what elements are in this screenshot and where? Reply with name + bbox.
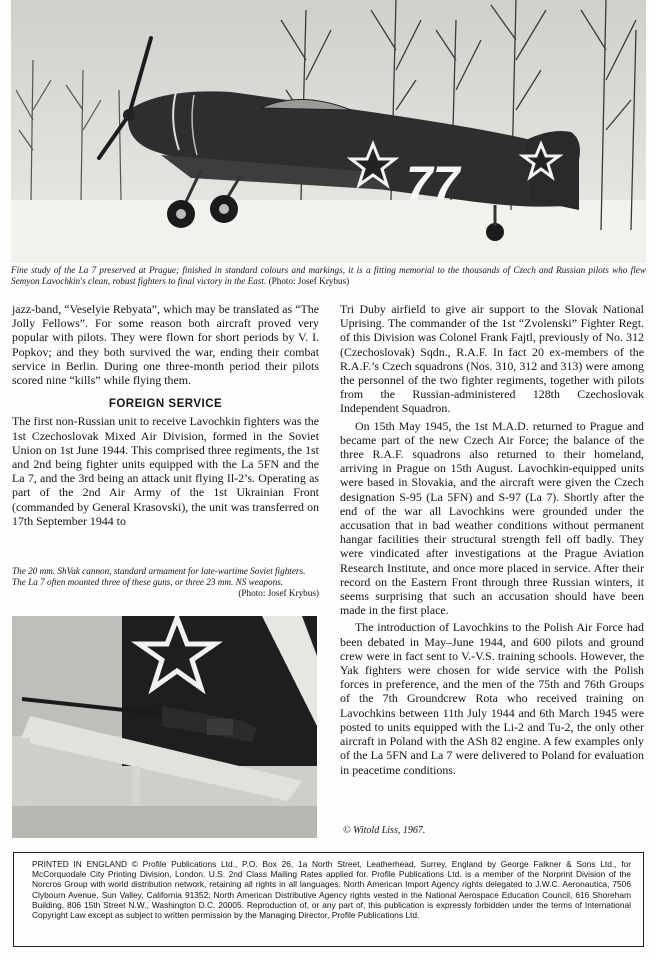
cannon-caption-text: The 20 mm. ShVak cannon, standard armament for late-wartime Soviet fighters. The La 7 often mounted three of these guns, or three 23 mm. NS weapons. — [12, 566, 306, 588]
right-column — [340, 302, 644, 777]
left-column — [12, 302, 319, 528]
cannon-caption-credit: (Photo: Josef Krybus) — [238, 588, 319, 599]
cannon-caption — [12, 566, 319, 600]
aircraft-photo-illustration — [11, 0, 646, 263]
fuselage-number: 77 — [406, 158, 460, 211]
top-caption-credit: (Photo: Josef Krybus) — [268, 276, 350, 287]
left-paragraph-2: The first non-Russian unit to receive Lavochkin fighters was the 1st Czechoslovak Mixed Air Division, formed in the Soviet Union on 1st June 1944. This comprised three regiments, the 1st and 2nd being fighter units equipped with the La 5FN and the La 7, and the 3rd being an attack unit flying Il-2’s. Operating as part of the 2nd Air Army of the 1st Ukrainian Front (commanded by General Krasovski), the unit was transferred on 17th September 1944 to — [12, 414, 319, 528]
right-paragraph-3: The introduction of Lavochkins to the Polish Air Force had been debated in May–June 1944, and 600 pilots and ground crew were in fact sent to V.-V.S. training schools. However, the Yak fighters were chosen for wide service with the Polish forces in preference, and the men of the 75th and 76th Groups of the 7th Groundcrew Rota who received training on Lavochkins between 11th July 1944 and 6th March 1945 were posted to units equipped with the Li-2 and Tu-2, the only other aircraft in Poland with the ASh 82 engine. A few examples only of the La 5FN and La 7 were delivered to Poland for evaluation in peacetime conditions. — [340, 620, 644, 777]
footer-text: PRINTED IN ENGLAND © Profile Publications Ltd., P.O. Box 26, 1a North Street, Leatherhead, Surrey, England by George Falkner & Sons Ltd., for McCorquodale City Printing Division, London. U.S. 2nd Class Mailing Rates applied for. Profile Publications Ltd. is a member of the Norprint Division of the Norcros Group with world distribution network, retaining all rights in all languages. North American Import Agency rights delegated to J.W.C. Aeronautica, 7506 Clybourn Avenue, Sun Valley, California 91352; North American Distributive Agency rights vested in the National Aerospace Education Council, 616 Shoreham Building, 806 15th Street N.W., Washington D.C. 20005. Reproduction of, or any part of, this publication is expressly forbidden under the terms of International Copyright Law except as subject to written permission by the Managing Director, Profile Publications Ltd. — [32, 859, 631, 921]
author-signature: © Witold Liss, 1967. — [343, 825, 426, 836]
right-paragraph-1: Tri Duby airfield to give air support to the Slovak National Uprising. The commander of the 1st “Zvolenski” Fighter Regt. of this Division was Colonel Frank Fajtl, previously of No. 312 (Czechoslovak) Sqdn., R.A.F. In fact 20 ex-members of the R.A.F.’s Czech squadrons (Nos. 310, 312 and 313) were among the personnel of the two fighter regiments, together with pilots from the Russian-administered 128th Czechoslovak Independent Squadron. — [340, 302, 644, 416]
right-paragraph-2: On 15th May 1945, the 1st M.A.D. returned to Prague and became part of the new Czech Air Force; the balance of the three R.A.F. squadrons also returned to their homeland, arriving in Prague on 15th August. Lavochkin-equipped units were based in Slovakia, and the aircraft were given the Czech designation S-95 (La 5FN) and S-97 (La 7). Shortly after the end of the war all Lavochkins were grounded under the accusation that in bad weather conditions without permanent hangar facilities their structural strength fell off badly. They were vindicated after investigations at the Prague Aviation Research Institute, and once more placed in service. After their record on the Eastern Front through three Russian winters, it seems surprising that such an accusation should have been made in the first place. — [340, 418, 644, 618]
publisher-footer — [13, 852, 644, 947]
section-heading: FOREIGN SERVICE — [108, 398, 223, 411]
left-paragraph-1: jazz-band, “Veselyie Rebyata”, which may be translated as “The Jolly Fellows”. For some reason both aircraft proved very popular with pilots. They were flown for short periods by V. I. Popkov; and they both survived the war, ending their combat service in Berlin. During one three-month period their pilots scored nine “kills” while flying them. — [12, 302, 319, 388]
cannon-photo — [12, 616, 317, 838]
top-photo-caption — [11, 265, 646, 288]
top-caption-text: Fine study of the La 7 preserved at Prague; finished in standard colours and markings, it is a fitting memorial to the thousands of Czech and Russian pilots who flew Semyon Lavochkin's clean, robust fighters to final victory in the East. — [11, 265, 646, 287]
cannon-photo-illustration — [12, 616, 317, 838]
aircraft-photo — [11, 0, 646, 263]
